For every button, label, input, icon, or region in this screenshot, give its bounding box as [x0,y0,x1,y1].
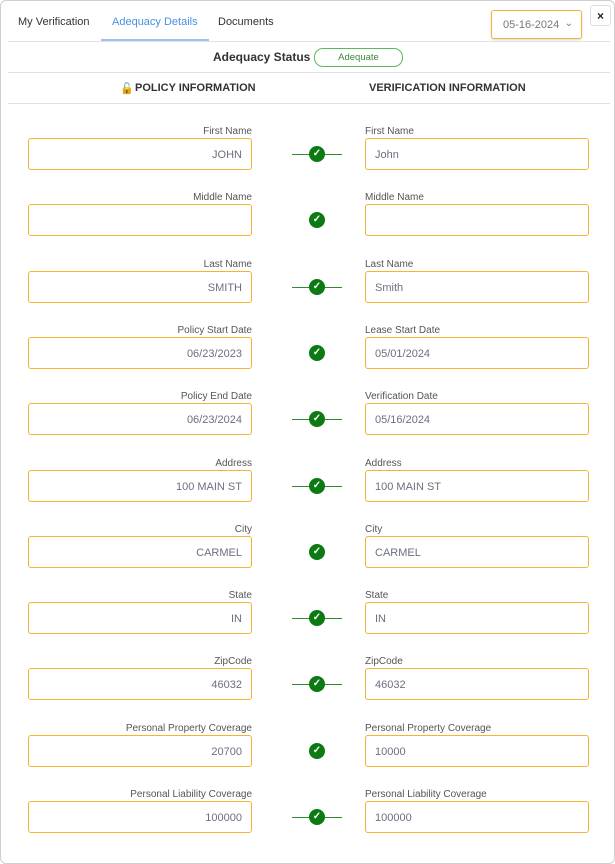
policy-field-label: Policy Start Date [177,324,252,336]
match-check-icon: ✓ [309,279,325,295]
unlock-icon: 🔓 [120,83,134,95]
divider [8,41,610,42]
match-check-icon: ✓ [309,146,325,162]
policy-field-label: Personal Property Coverage [125,722,252,734]
policy-field-input[interactable]: 20700 [28,735,252,767]
comparison-row [1,723,615,789]
verification-field-input[interactable]: 10000 [365,735,589,767]
policy-field-label: State [228,590,252,602]
verification-field-input[interactable]: John [365,138,589,170]
policy-field-input[interactable]: 100000 [28,801,252,833]
verification-field-input[interactable]: 100000 [365,801,589,833]
policy-field-label: City [234,523,252,535]
tab-documents[interactable]: Documents [218,16,274,28]
tab-adequacy-details[interactable]: Adequacy Details [112,16,198,28]
comparison-row [1,192,615,258]
verification-field-input[interactable]: 100 MAIN ST [365,470,589,502]
policy-field-input[interactable]: SMITH [28,271,252,303]
match-check-icon: ✓ [309,212,325,228]
policy-field-label: First Name [203,126,252,137]
verification-field-label: Personal Property Coverage [365,722,492,734]
verification-information-heading: VERIFICATION INFORMATION [369,82,526,94]
match-check-icon: ✓ [309,478,325,494]
verification-field-input[interactable]: 46032 [365,668,589,700]
comparison-row [1,590,615,656]
policy-field-input[interactable]: IN [28,602,252,634]
policy-field-label: Policy End Date [180,391,252,403]
divider [8,72,610,73]
verification-field-label: City [365,523,383,535]
divider [8,103,610,104]
comparison-row [1,126,615,192]
match-check-icon: ✓ [309,676,325,692]
close-button[interactable]: × [590,5,611,26]
match-check-icon: ✓ [309,743,325,759]
policy-field-input[interactable]: 06/23/2023 [28,337,252,369]
chevron-down-icon: ⌄ [564,18,573,29]
adequacy-status-label: Adequacy Status [213,50,311,64]
match-check-icon: ✓ [309,809,325,825]
verification-field-label: First Name [365,126,414,137]
verification-field-label: Address [365,457,402,469]
verification-field-label: Lease Start Date [365,324,441,336]
policy-field-label: Middle Name [193,192,252,204]
verification-field-input[interactable]: Smith [365,271,589,303]
policy-field-label: Personal Liability Coverage [130,789,252,800]
verification-field-label: Last Name [365,258,414,270]
verification-field-input[interactable]: CARMEL [365,536,589,568]
verification-field-label: Verification Date [365,391,438,403]
verification-field-label: State [365,590,389,602]
comparison-row [1,259,615,325]
comparison-row [1,325,615,391]
policy-field-label: Address [215,457,252,469]
verification-field-input[interactable]: IN [365,602,589,634]
policy-field-input[interactable]: CARMEL [28,536,252,568]
policy-field-input[interactable] [28,204,252,236]
status-badge: Adequate [314,48,403,67]
comparison-row [1,524,615,590]
policy-field-input[interactable]: JOHN [28,138,252,170]
verification-field-label: ZipCode [365,656,403,668]
verification-field-input[interactable]: 05/01/2024 [365,337,589,369]
verification-field-label: Middle Name [365,192,424,204]
tab-my-verification[interactable]: My Verification [18,16,90,28]
match-check-icon: ✓ [309,610,325,626]
match-check-icon: ✓ [309,411,325,427]
date-select-value: 05-16-2024 [503,19,560,31]
policy-field-label: Last Name [203,258,252,270]
match-check-icon: ✓ [309,345,325,361]
policy-field-label: ZipCode [214,656,252,668]
comparison-row [1,656,615,722]
policy-field-input[interactable]: 06/23/2024 [28,403,252,435]
match-check-icon: ✓ [309,544,325,560]
policy-field-input[interactable]: 46032 [28,668,252,700]
verification-field-input[interactable] [365,204,589,236]
date-select[interactable] [491,10,582,39]
comparison-row [1,458,615,524]
comparison-row [1,789,615,855]
verification-field-input[interactable]: 05/16/2024 [365,403,589,435]
comparison-row [1,391,615,457]
verification-field-label: Personal Liability Coverage [365,789,487,800]
policy-information-heading: POLICY INFORMATION [135,82,256,94]
policy-field-input[interactable]: 100 MAIN ST [28,470,252,502]
